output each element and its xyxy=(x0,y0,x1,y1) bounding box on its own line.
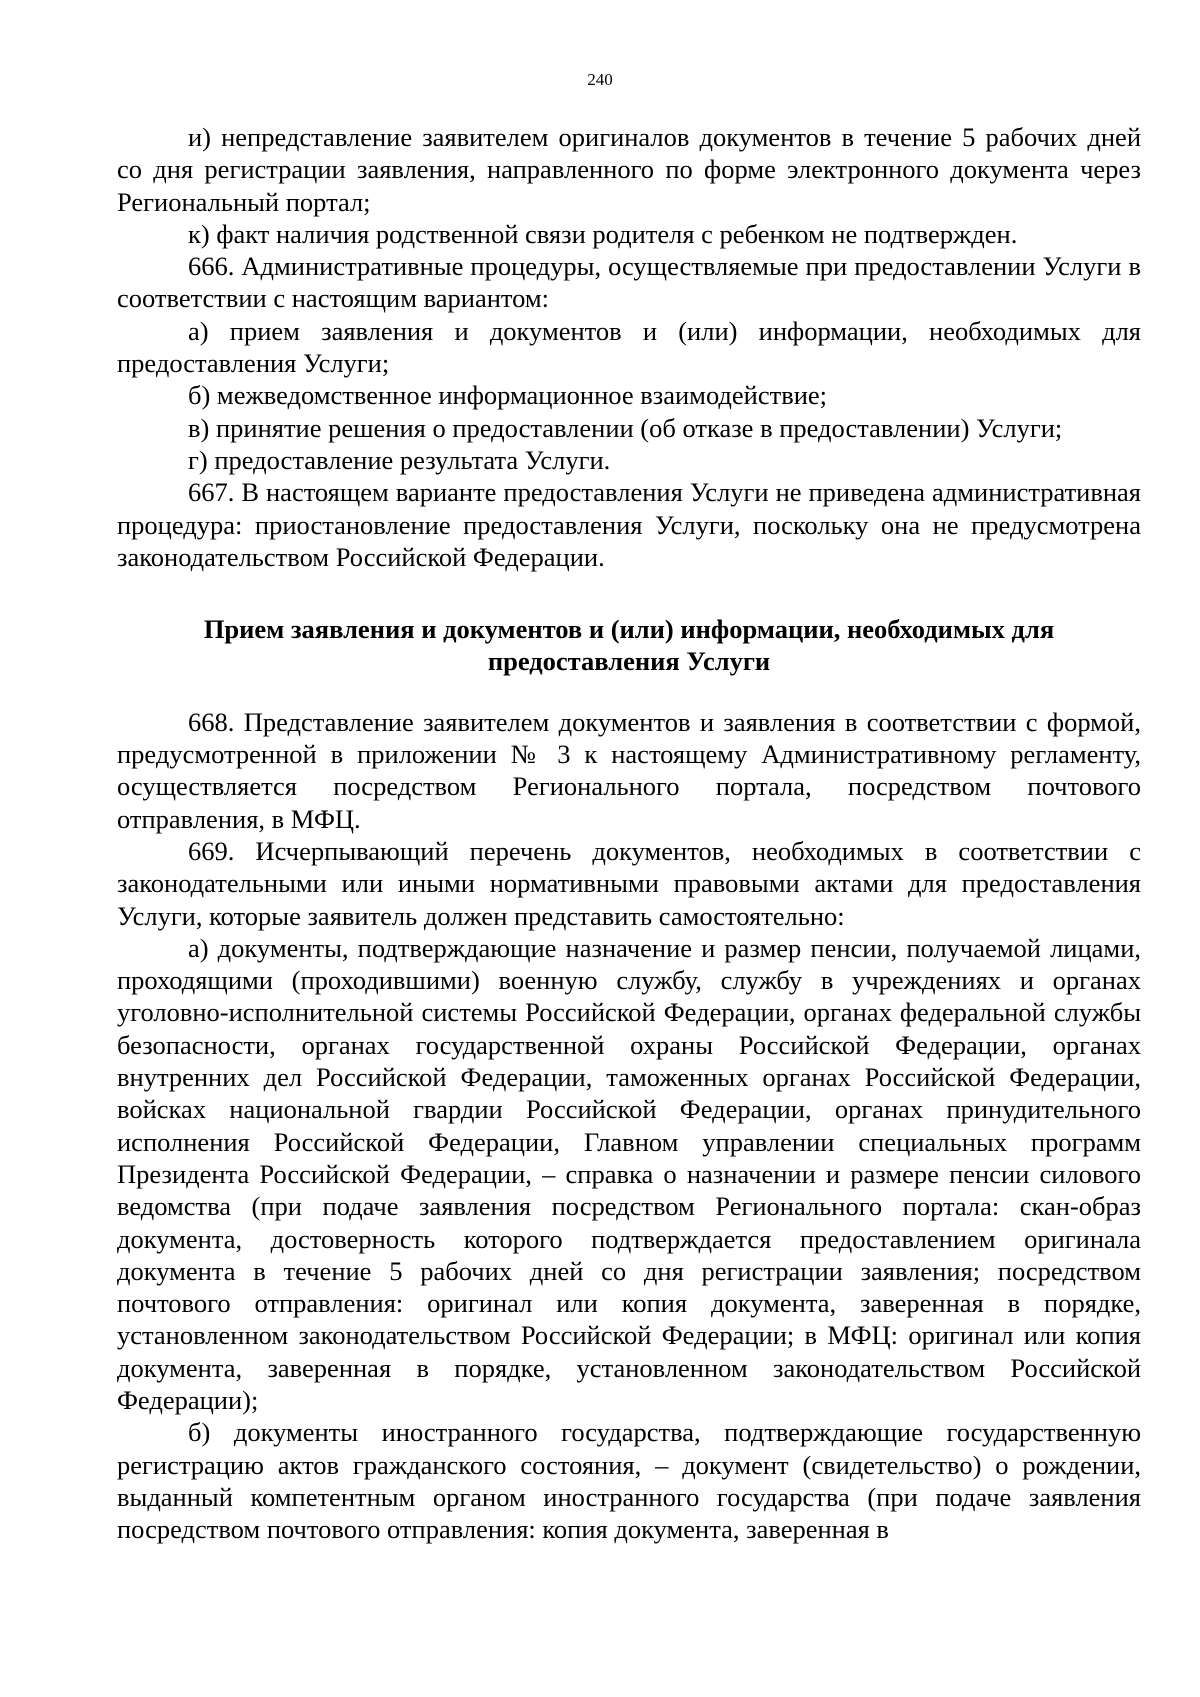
paragraph-666: 666. Административные процедуры, осуществляемые при предоставлении Услуги в соответствии с настоящим вариантом: xyxy=(117,251,1141,314)
paragraph-item-i: и) непредставление заявителем оригиналов документов в течение 5 рабочих дней со дня регистрации заявления, направленного по форме электронного документа через Региональный портал; xyxy=(117,122,1141,217)
document-body xyxy=(117,121,1141,1545)
paragraph-668: 668. Представление заявителем документов и заявления в соответствии с формой, предусмотренной в приложении № 3 к настоящему Административному регламенту, осуществляется посредством Регионального портала, посредством почтового отправления, в МФЦ. xyxy=(117,706,1141,834)
list-item-a-documents: а) документы, подтверждающие назначение и размер пенсии, получаемой лицами, проходящими (проходившими) военную службу, службу в учреждениях и органах уголовно-исполнительной системы Российской Федерации, органах федеральной службы безопасности, органах государственной охраны Российской Федерации, органах внутренних дел Российской Федерации, таможенных органах Российской Федерации, войсках национальной гвардии Российской Федерации, органах принудительного исполнения Российской Федерации, Главном управлении специальных программ Президента Российской Федерации, – справка о назначении и размере пенсии силового ведомства (при подаче заявления посредством Регионального портала: скан-образ документа, достоверность которого подтверждается предоставлением оригинала документа в течение 5 рабочих дней со дня регистрации заявления; посредством почтового отправления: оригинал или копия документа, заверенная в порядке, установленном законодательством Российской Федерации; в МФЦ: оригинал или копия документа, заверенная в порядке, установленном законодательством Российской Федерации); xyxy=(117,932,1141,1415)
paragraph-667: 667. В настоящем варианте предоставления Услуги не приведена административная процедура: приостановление предоставления Услуги, поскольку она не предусмотрена законодательством Российской Федерации. xyxy=(117,477,1141,572)
list-item-b-foreign-documents: б) документы иностранного государства, подтверждающие государственную регистрацию актов гражданского состояния, – документ (свидетельство) о рождении, выданный компетентным органом иностранного государства (при подаче заявления посредством почтового отправления: копия документа, заверенная в xyxy=(117,1417,1141,1545)
spacer xyxy=(117,678,1141,706)
list-item-a: а) прием заявления и документов и (или) информации, необходимых для предоставления Услуги; xyxy=(117,315,1141,379)
list-item-v: в) принятие решения о предоставлении (об отказе в предоставлении) Услуги; xyxy=(188,412,1063,443)
section-heading: Прием заявления и документов и (или) информации, необходимых для предоставления Услуги xyxy=(203,614,1055,677)
page-number: 240 xyxy=(587,70,613,89)
paragraph-item-k: к) факт наличия родственной связи родителя с ребенком не подтвержден. xyxy=(188,218,1018,249)
paragraph-669: 669. Исчерпывающий перечень документов, необходимых в соответствии с законодательными или иными нормативными правовыми актами для предоставления Услуги, которые заявитель должен представить самостоятельно: xyxy=(117,835,1141,931)
list-item-g: г) предоставление результата Услуги. xyxy=(188,444,611,475)
spacer xyxy=(117,573,1141,613)
list-item-b: б) межведомственное информационное взаимодействие; xyxy=(188,380,828,411)
